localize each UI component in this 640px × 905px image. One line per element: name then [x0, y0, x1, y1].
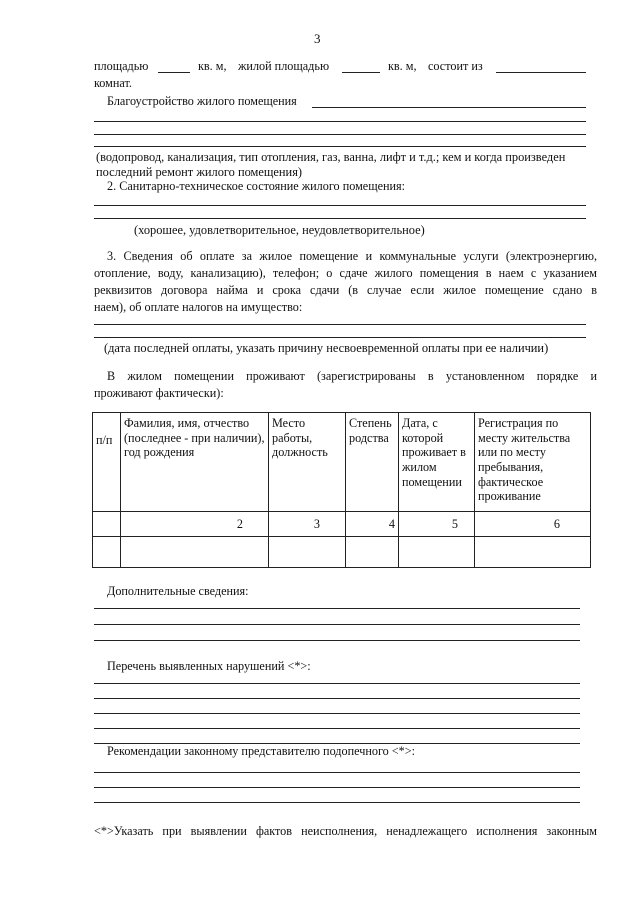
- table-header-row: [93, 413, 591, 512]
- payment-blank-1[interactable]: [94, 324, 586, 325]
- amenities-blank-3[interactable]: [94, 134, 586, 135]
- area-living-blank[interactable]: [342, 72, 380, 73]
- rooms-label: комнат.: [94, 76, 132, 90]
- residents-intro-1: В жилом помещении проживают (зарегистрированы в установленном порядке и: [107, 369, 597, 383]
- unit-sqm-2: кв. м,: [388, 59, 417, 73]
- payment-line-4: наем), об оплате налогов на имущество:: [94, 300, 303, 314]
- header-date-since: Дата, с которой проживает в жилом помещении: [399, 413, 475, 512]
- header-registration: Регистрация по месту жительства или по месту пребывания, фактическое проживание: [475, 413, 591, 512]
- header-workplace: Место работы, должность: [269, 413, 346, 512]
- page-number: 3: [314, 31, 321, 46]
- footnote: <*>Указать при выявлении фактов неисполнения, ненадлежащего исполнения законным: [94, 824, 597, 838]
- table-cell[interactable]: [475, 537, 591, 568]
- amenities-blank-4[interactable]: [94, 146, 586, 147]
- col-number-4: 4: [346, 512, 399, 537]
- amenities-hint-1: (водопровод, канализация, тип отопления, газ, ванна, лифт и т.д.; кем и когда произведен: [96, 150, 566, 164]
- table-cell[interactable]: [399, 537, 475, 568]
- residents-table: [92, 412, 591, 568]
- area-total-label: площадью: [94, 59, 149, 73]
- table-cell[interactable]: [93, 537, 121, 568]
- amenities-label: Благоустройство жилого помещения: [107, 94, 297, 108]
- header-number: п/п: [93, 413, 121, 512]
- recommendations-blank-2[interactable]: [94, 787, 580, 788]
- additional-blank-2[interactable]: [94, 624, 580, 625]
- table-cell[interactable]: [269, 537, 346, 568]
- violations-blank-4[interactable]: [94, 728, 580, 729]
- violations-blank-2[interactable]: [94, 698, 580, 699]
- additional-blank-1[interactable]: [94, 608, 580, 609]
- sanitary-title: 2. Санитарно-техническое состояние жилого помещения:: [107, 179, 406, 193]
- header-relationship: Степень родства: [346, 413, 399, 512]
- recommendations-label: Рекомендации законному представителю подопечного <*>:: [107, 744, 416, 758]
- col-number-5: 5: [399, 512, 475, 537]
- recommendations-blank-3[interactable]: [94, 802, 580, 803]
- consists-of-label: состоит из: [428, 59, 483, 73]
- rooms-count-blank[interactable]: [496, 72, 586, 73]
- additional-blank-3[interactable]: [94, 640, 580, 641]
- sanitary-blank-2[interactable]: [94, 218, 586, 219]
- amenities-blank-2[interactable]: [94, 121, 586, 122]
- col-number-2: 2: [121, 512, 269, 537]
- area-living-label: жилой площадью: [238, 59, 330, 73]
- header-full-name: Фамилия, имя, отчество (последнее - при наличии), год рождения: [121, 413, 269, 512]
- table-cell[interactable]: [121, 537, 269, 568]
- amenities-hint-2: последний ремонт жилого помещения): [96, 165, 303, 179]
- unit-sqm-1: кв. м,: [198, 59, 227, 73]
- payment-hint: (дата последней оплаты, указать причину несвоевременной оплаты при ее наличии): [104, 341, 549, 355]
- violations-blank-3[interactable]: [94, 713, 580, 714]
- col-number-3: 3: [269, 512, 346, 537]
- recommendations-blank-1[interactable]: [94, 772, 580, 773]
- col-number-6: 6: [475, 512, 591, 537]
- payment-line-1: 3. Сведения об оплате за жилое помещение и коммунальные услуги (электроэнергию,: [107, 249, 597, 263]
- additional-info-label: Дополнительные сведения:: [107, 584, 249, 598]
- sanitary-blank-1[interactable]: [94, 205, 586, 206]
- amenities-blank-1[interactable]: [312, 107, 586, 108]
- sanitary-hint: (хорошее, удовлетворительное, неудовлетворительное): [134, 223, 425, 237]
- table-number-row: [93, 512, 591, 537]
- area-total-blank[interactable]: [158, 72, 190, 73]
- residents-intro-2: проживают фактически):: [94, 386, 224, 400]
- payment-line-2: отопление, воду, канализацию), телефон; о сдаче жилого помещения в наем с указанием: [94, 266, 597, 280]
- violations-blank-1[interactable]: [94, 683, 580, 684]
- table-cell[interactable]: [346, 537, 399, 568]
- col-number-1: [93, 512, 121, 537]
- table-row[interactable]: [93, 537, 591, 568]
- violations-label: Перечень выявленных нарушений <*>:: [107, 659, 311, 673]
- payment-line-3: реквизитов договора найма и срока сдачи (в случае если жилое помещение сдано в: [94, 283, 597, 297]
- payment-blank-2[interactable]: [94, 337, 586, 338]
